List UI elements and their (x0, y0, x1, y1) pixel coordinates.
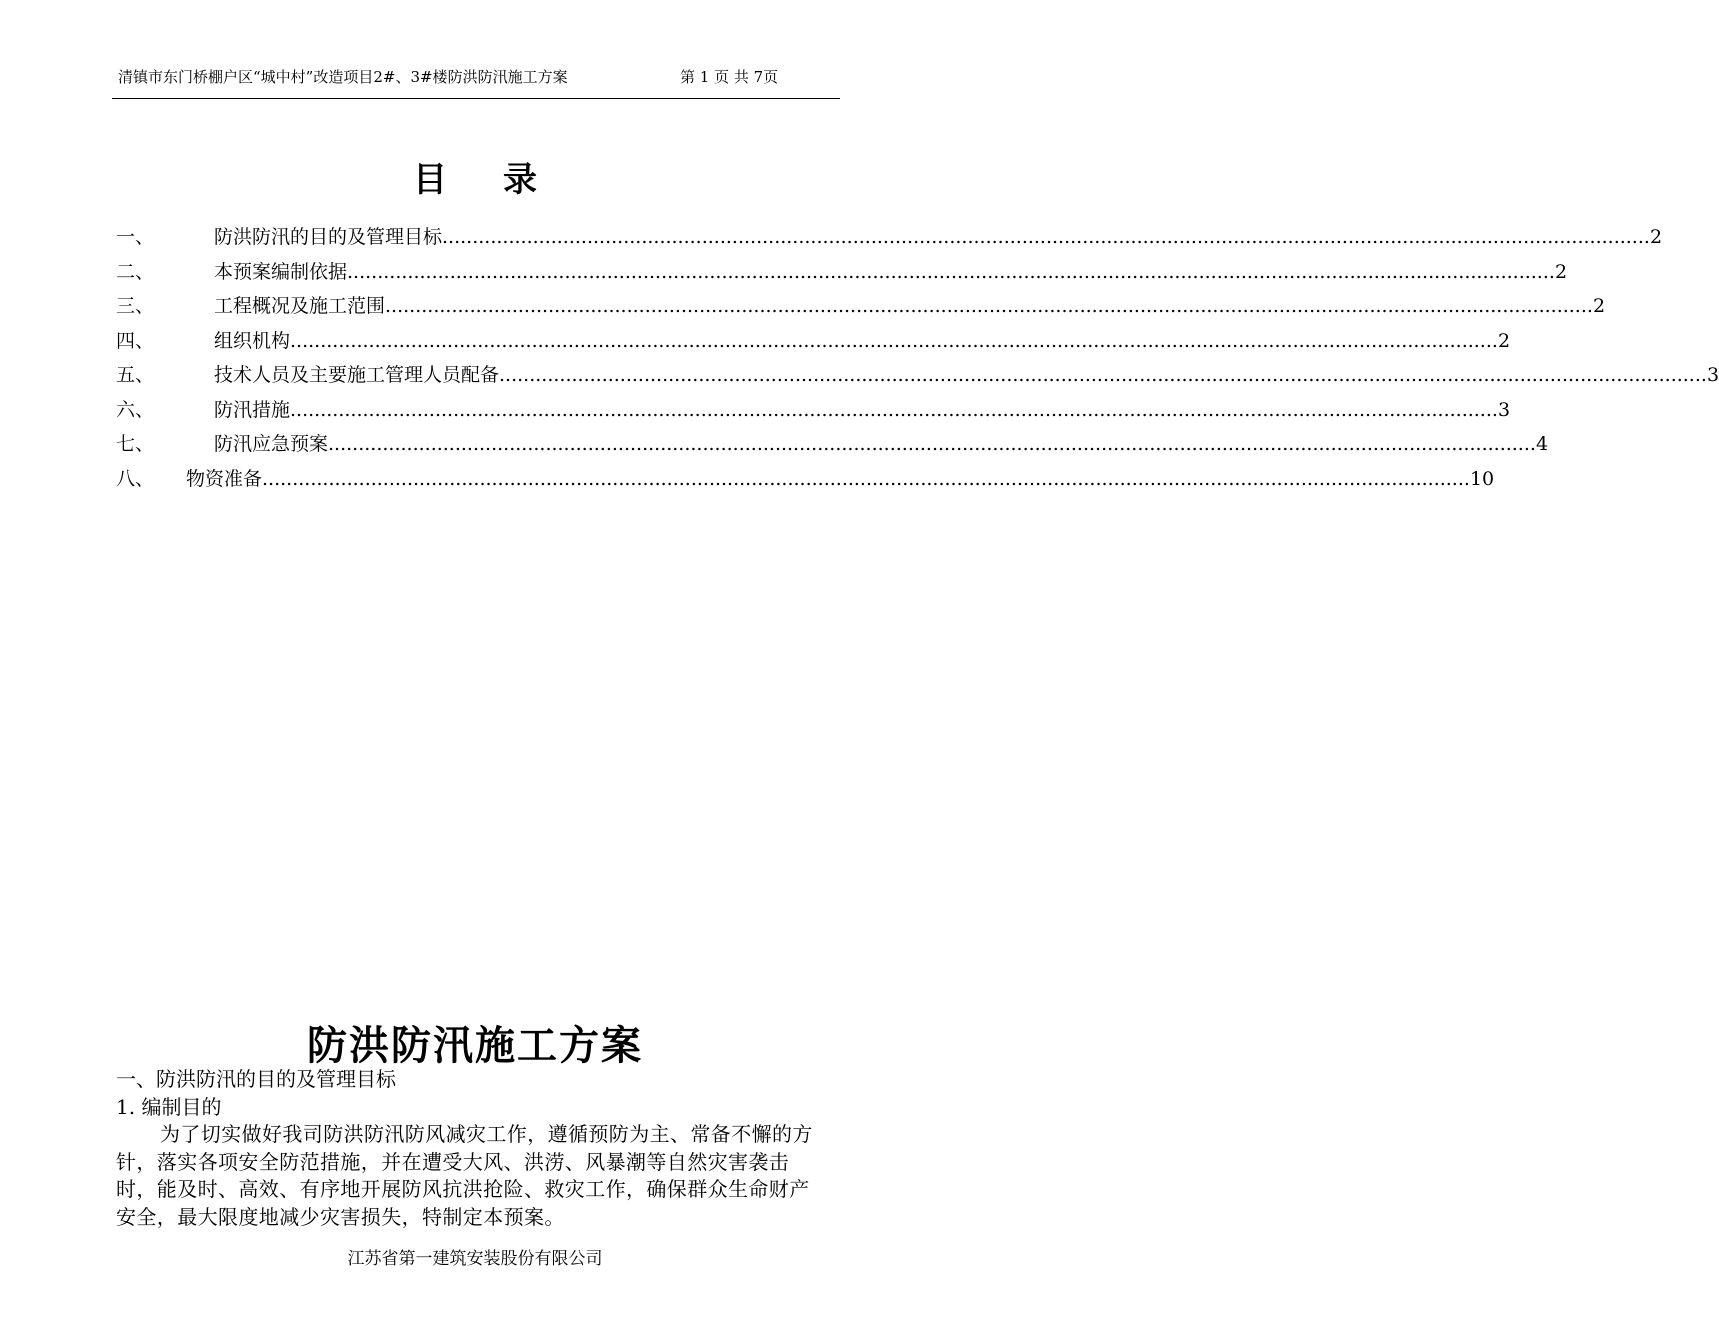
toc-item-page: 2 (1592, 295, 1606, 317)
toc-item-text: 防洪防汛的目的及管理目标 (214, 226, 443, 248)
document-title: 防洪防汛施工方案 (307, 1022, 643, 1069)
toc-item-page: 2 (1649, 226, 1663, 248)
toc-item-text: 工程概况及施工范围 (214, 295, 386, 317)
toc-item[interactable] (116, 326, 1511, 361)
body-paragraph: 为了切实做好我司防洪防汛防风减灾工作，遵循预防为主、常备不懈的方针，落实各项安全防范措施，并在遭受大风、洪涝、风暴潮等自然灾害袭击时，能及时、高效、有序地开展防风抗洪抢险、救灾工作，确保群众生命财产安全，最大限度地减少灾害损失，特制定本预案。 (116, 1122, 813, 1229)
toc-item-page: 2 (1497, 329, 1511, 352)
header-title: 清镇市东门桥棚户区“城中村”改造项目2#、3#楼防洪防汛施工方案 (118, 68, 568, 86)
toc-leader-dots: ........................................................................................................................................................................................................ (328, 433, 1536, 455)
toc-item[interactable] (116, 222, 1663, 257)
toc-item-number: 四、 (116, 329, 155, 352)
toc-item-text: 组织机构 (214, 329, 291, 352)
toc-item-page: 2 (1554, 260, 1568, 283)
toc-item[interactable] (116, 291, 1606, 326)
toc-item-number: 六、 (116, 398, 155, 421)
toc-item-number: 五、 (116, 364, 155, 386)
toc-item-text: 防汛措施 (214, 398, 291, 421)
toc-item-number: 三、 (116, 295, 155, 317)
toc-item[interactable] (116, 464, 1495, 499)
toc-item-text: 防汛应急预案 (214, 433, 329, 455)
toc-item-page: 3 (1706, 364, 1719, 386)
toc-item[interactable] (116, 257, 1568, 292)
toc-item-page: 10 (1469, 467, 1495, 490)
toc-item-text: 技术人员及主要施工管理人员配备 (214, 364, 500, 386)
toc-title: 目录 (413, 160, 593, 200)
toc-leader-dots: ........................................................................................................................................................................................................ (499, 364, 1707, 386)
toc-item-page: 4 (1535, 433, 1549, 455)
toc-leader-dots: ........................................................................................................................................................................................................ (262, 467, 1470, 490)
toc-item[interactable] (116, 360, 1719, 395)
toc-item-number: 八、 (116, 467, 155, 490)
toc-leader-dots: ........................................................................................................................................................................................................ (347, 260, 1555, 283)
toc-leader-dots: ........................................................................................................................................................................................................ (290, 398, 1498, 421)
toc-item[interactable] (116, 395, 1511, 430)
subsection-heading: 1. 编制目的 (116, 1094, 222, 1119)
toc-item-number: 一、 (116, 226, 155, 248)
toc-item-page: 3 (1497, 398, 1511, 421)
page-footer-company: 江苏省第一建筑安装股份有限公司 (347, 1249, 603, 1269)
section-heading: 一、防洪防汛的目的及管理目标 (116, 1067, 396, 1091)
toc-item-text: 物资准备 (186, 467, 263, 490)
toc-item[interactable] (116, 429, 1549, 464)
header-page-info: 第 1 页 共 7页 (680, 68, 779, 86)
toc-item-text: 本预案编制依据 (214, 260, 348, 283)
page-header (112, 62, 840, 99)
toc-leader-dots: ........................................................................................................................................................................................................ (385, 295, 1593, 317)
toc-leader-dots: ........................................................................................................................................................................................................ (442, 226, 1650, 248)
toc-item-number: 七、 (116, 433, 155, 455)
table-of-contents (116, 222, 1719, 498)
toc-item-number: 二、 (116, 260, 155, 283)
document-body (116, 1066, 816, 1231)
toc-leader-dots: ........................................................................................................................................................................................................ (290, 329, 1498, 352)
